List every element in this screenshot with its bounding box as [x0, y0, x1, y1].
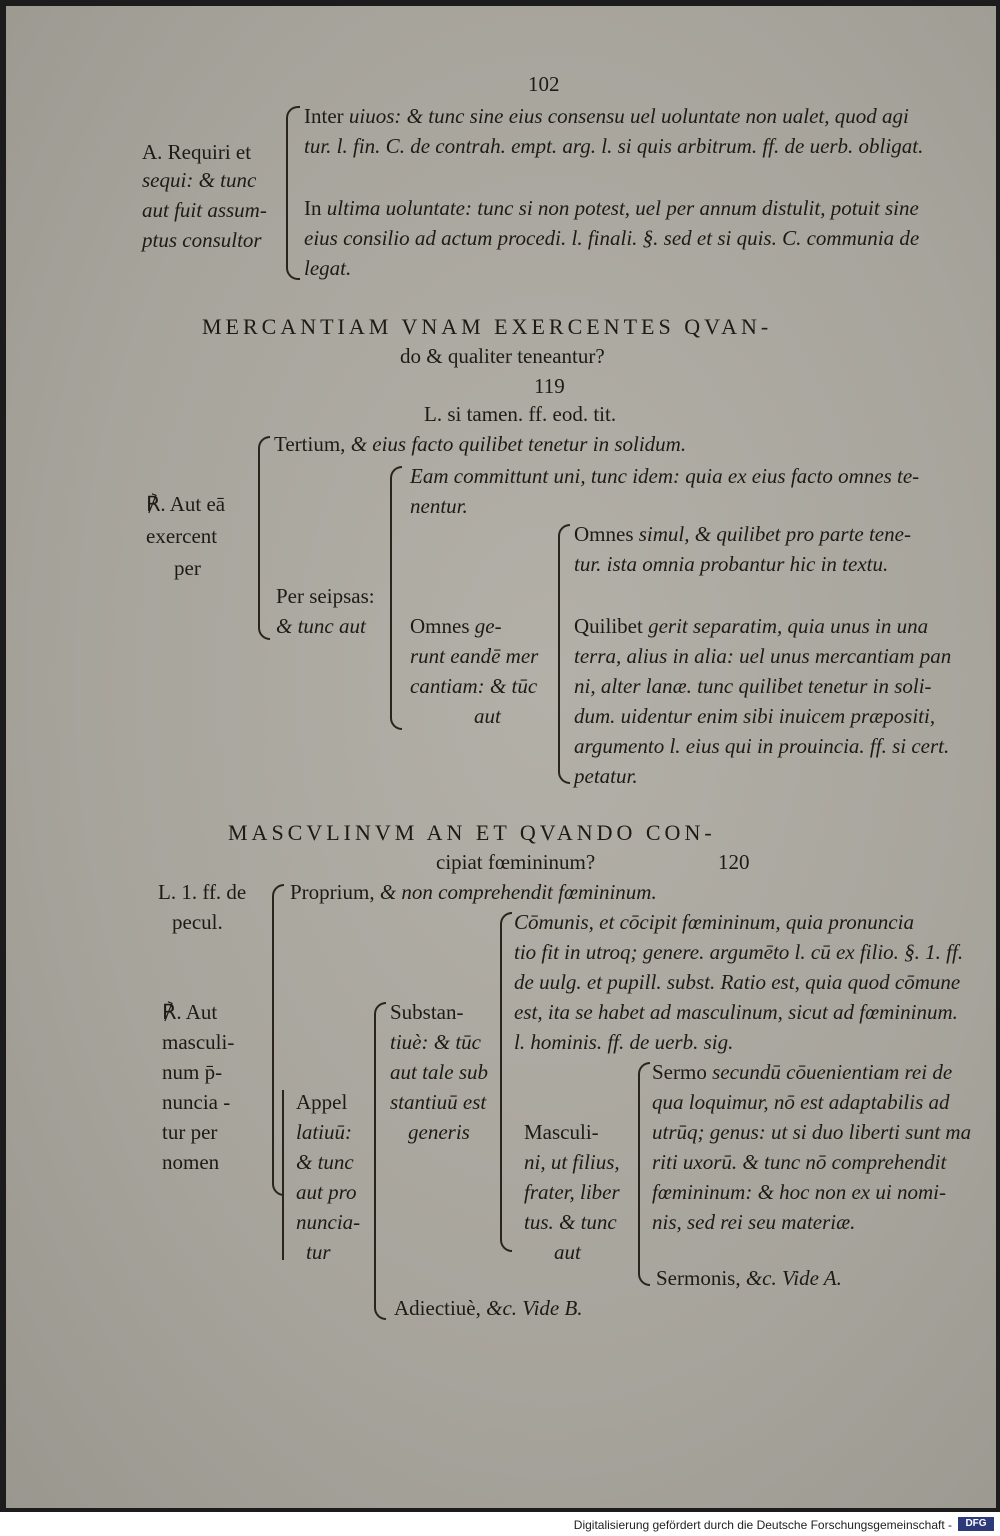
s2-quilibet-4: dum. uidentur enim sibi inuicem præpositi,	[574, 704, 936, 728]
s2-left-a: ℟. Aut eā	[146, 492, 226, 516]
s3-number: 120	[718, 850, 750, 874]
s3-subst-b: tiuè: & tūc	[390, 1030, 481, 1054]
s2-heading-1: MERCANTIAM VNAM EXERCENTES QVAN-	[202, 314, 773, 339]
s3-communis-3: de uulg. et pupill. subst. Ratio est, quia quod cōmune	[514, 970, 961, 994]
footer-text: Digitalisierung gefördert durch die Deutsche Forschungsgemeinschaft -	[573, 1518, 952, 1532]
brace-s1	[286, 106, 300, 280]
s2-eam-1: Eam committunt uni, tunc idem: quia ex eius facto omnes te-	[410, 464, 920, 488]
s1-inter-line-2: tur. l. fin. C. de contrah. empt. arg. l. si quis arbitrum. ff. de uerb. obligat.	[304, 134, 924, 158]
dfg-logo: DFG	[958, 1517, 994, 1531]
s2-quilibet-1: Quilibet gerit separatim, quia unus in una	[574, 614, 929, 638]
s1-left-a: A. Requiri et	[142, 140, 252, 164]
s3-sermo-1: Sermo secundū cōuenientiam rei de	[652, 1060, 953, 1084]
s3-left-a: ℟. Aut	[162, 1000, 218, 1024]
page-number: 102	[528, 72, 560, 96]
s3-communis-5: l. hominis. ff. de uerb. sig.	[514, 1030, 734, 1054]
s1-inter-line-1: Inter uiuos: & tunc sine eius consensu uel uoluntate non ualet, quod agi	[304, 104, 909, 128]
s1-left-c: aut fuit assum-	[142, 198, 267, 222]
s3-adiectiue: Adiectiuè, &c. Vide B.	[394, 1296, 583, 1320]
s3-sermo-3: utrūq; genus: ut si duo liberti sunt ma	[652, 1120, 972, 1144]
s3-masc-c: frater, liber	[524, 1180, 620, 1204]
brace-s2-omnes	[558, 524, 570, 784]
s3-ref-b: pecul.	[172, 910, 223, 934]
s1-ult-line-1: In ultima uoluntate: tunc si non potest, uel per annum distulit, potuit sine	[304, 196, 919, 220]
s3-left-b: masculi-	[162, 1030, 235, 1054]
s3-ref-a: L. 1. ff. de	[158, 880, 247, 904]
s3-communis-1: Cōmunis, et cōcipit fœmininum, quia pronuncia	[514, 910, 914, 934]
s2-number: 119	[534, 374, 565, 398]
s3-sermo-5: fœmininum: & hoc non ex ui nomi-	[652, 1180, 946, 1204]
s2-left-b: exercent	[146, 524, 218, 548]
s2-ref: L. si tamen. ff. eod. tit.	[424, 402, 617, 426]
s3-sermo-6: nis, sed rei seu materiæ.	[652, 1210, 856, 1234]
s3-sermo-2: qua loquimur, nō est adaptabilis ad	[652, 1090, 950, 1114]
s2-tertium: Tertium, & eius facto quilibet tenetur in solidum.	[274, 432, 687, 456]
brace-s3-appel	[500, 912, 512, 1252]
s3-communis-4: est, ita se habet ad masculinum, sicut ad fœmininum.	[514, 1000, 958, 1024]
s3-appel-a: Appel	[296, 1090, 348, 1114]
s2-quilibet-5: argumento l. eius qui in prouincia. ff. si cert.	[574, 734, 950, 758]
rule-s3-appel	[282, 1090, 284, 1260]
s2-per-b: & tunc aut	[276, 614, 366, 638]
brace-s2-per	[390, 466, 402, 730]
s3-masc-d: tus. & tunc	[524, 1210, 617, 1234]
s3-subst-e: generis	[408, 1120, 470, 1144]
brace-s3-subst	[374, 1002, 386, 1320]
s3-appel-e: nuncia-	[296, 1210, 361, 1234]
s3-appel-c: & tunc	[296, 1150, 354, 1174]
s2-omnes-ge-c: cantiam: & tūc	[410, 674, 538, 698]
s3-subst-d: stantiuū est	[390, 1090, 487, 1114]
s2-omnes-simul-2: tur. ista omnia probantur hic in textu.	[574, 552, 889, 576]
brace-s3-masc	[638, 1062, 650, 1286]
s2-omnes-ge-b: runt eandē mer	[410, 644, 539, 668]
book-page	[6, 6, 996, 1508]
digitization-footer	[0, 1512, 1000, 1536]
s2-quilibet-6: petatur.	[574, 764, 638, 788]
s3-subst-c: aut tale sub	[390, 1060, 488, 1084]
s3-proprium: Proprium, & non comprehendit fœmininum.	[290, 880, 657, 904]
s2-eam-2: nentur.	[410, 494, 468, 518]
s2-heading-2: do & qualiter teneantur?	[400, 344, 605, 368]
s2-omnes-ge-a: Omnes ge-	[410, 614, 502, 638]
s3-subst-a: Substan-	[390, 1000, 464, 1024]
s2-per-a: Per seipsas:	[276, 584, 375, 608]
s3-left-d: nuncia -	[162, 1090, 231, 1114]
s3-left-f: nomen	[162, 1150, 220, 1174]
s3-masc-b: ni, ut filius,	[524, 1150, 620, 1174]
s2-quilibet-3: ni, alter lanæ. tunc quilibet tenetur in soli-	[574, 674, 932, 698]
s1-left-b: sequi: & tunc	[142, 168, 257, 192]
s2-omnes-ge-d: aut	[474, 704, 501, 728]
s3-sermonis: Sermonis, &c. Vide A.	[656, 1266, 842, 1290]
s3-communis-2: tio fit in utroq; genere. argumēto l. cū ex filio. §. 1. ff.	[514, 940, 964, 964]
s3-heading-1: MASCVLINVM AN ET QVANDO CON-	[228, 820, 716, 845]
s3-masc-e: aut	[554, 1240, 581, 1264]
s2-quilibet-2: terra, alius in alia: uel unus mercantiam pan	[574, 644, 952, 668]
s3-appel-b: latiuū:	[296, 1120, 352, 1144]
s1-ult-line-2: eius consilio ad actum procedi. l. finali. §. sed et si quis. C. communia de	[304, 226, 920, 250]
s3-left-c: num p̄-	[162, 1060, 223, 1084]
brace-s2-main	[258, 436, 270, 640]
s2-omnes-simul-1: Omnes simul, & quilibet pro parte tene-	[574, 522, 911, 546]
s3-appel-f: tur	[306, 1240, 331, 1264]
s3-heading-2: cipiat fœmininum?	[436, 850, 596, 874]
s2-left-c: per	[174, 556, 201, 580]
s3-appel-d: aut pro	[296, 1180, 357, 1204]
s1-left-d: ptus consultor	[142, 228, 262, 252]
s1-ult-line-3: legat.	[304, 256, 352, 280]
s3-masc-a: Masculi-	[524, 1120, 599, 1144]
s3-left-e: tur per	[162, 1120, 218, 1144]
s3-sermo-4: riti uxorū. & tunc nō comprehendit	[652, 1150, 947, 1174]
